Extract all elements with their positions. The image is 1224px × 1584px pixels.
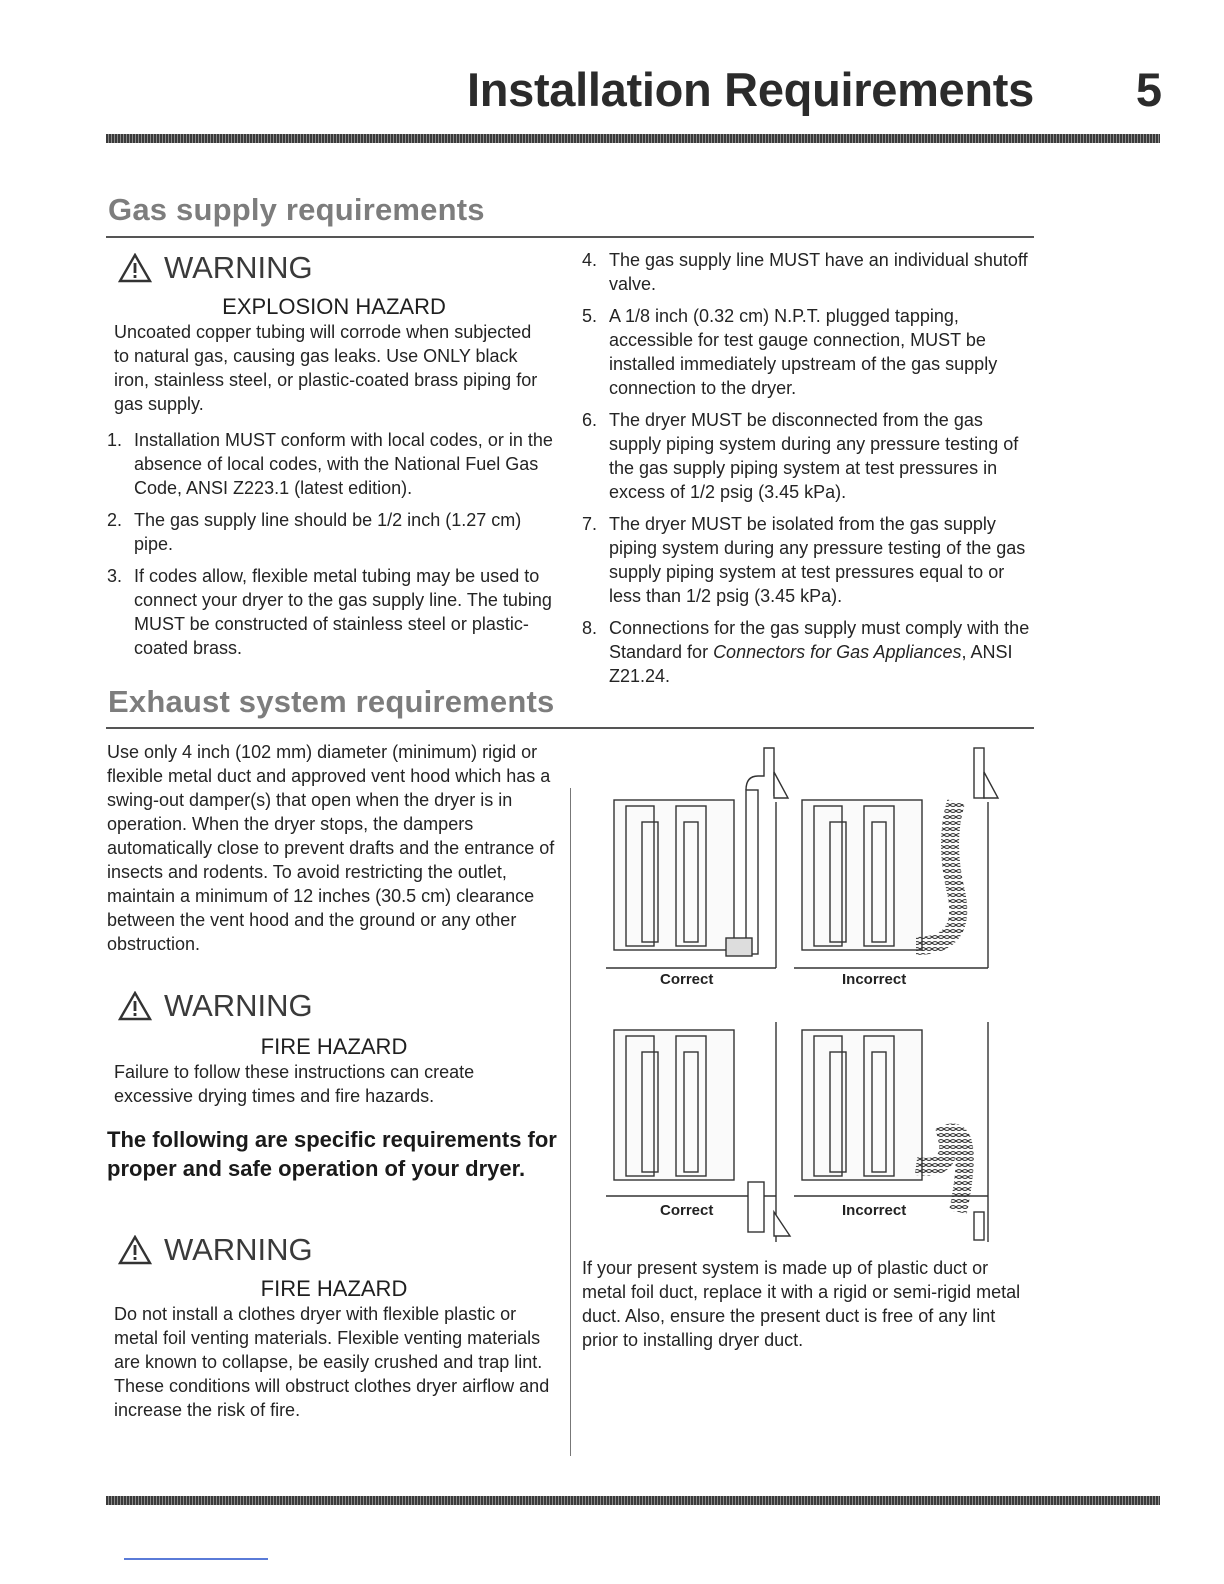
dryer-diagram-correct-top bbox=[606, 748, 788, 968]
warning-triangle-icon bbox=[118, 1235, 152, 1265]
fire-warning-label-2: WARNING bbox=[164, 1232, 313, 1267]
dryer-diagram-incorrect-top bbox=[794, 748, 998, 968]
replace-duct-note: If your present system is made up of plastic duct or metal foil duct, replace it with a rigid or semi-rigid metal duct. Also, ensure the present duct is free of any lint prior to installing dryer duct. bbox=[582, 1258, 1021, 1350]
exhaust-intro-text: Use only 4 inch (102 mm) diameter (minimum) rigid or flexible metal duct and approved vent hood which has a swing-out damper(s) that open when the dryer is in operation. When the dryer stops, the dampers automatically close to prevent drafts and the entrance of insects and rodents. To avoid restricting the outlet, maintain a minimum of 12 inches (30.5 cm) clearance between the vent hood and the ground or any other obstruction. bbox=[107, 742, 555, 954]
gas-warning-label: WARNING bbox=[164, 250, 313, 285]
page-number: 5 bbox=[1135, 63, 1162, 116]
fire-warning-title-2 bbox=[118, 1232, 313, 1268]
figure-caption-correct-1: Correct bbox=[660, 971, 714, 988]
list-item: 1. Installation MUST conform with local codes, or in the absence of local codes, with the National Fuel Gas Code, ANSI Z223.1 (latest edition). bbox=[107, 430, 553, 498]
column-divider bbox=[570, 788, 571, 1456]
exhaust-section-heading: Exhaust system requirements bbox=[108, 684, 555, 719]
figure-caption-incorrect-2: Incorrect bbox=[842, 1202, 907, 1219]
figure-caption-incorrect-1: Incorrect bbox=[842, 971, 907, 988]
explosion-hazard-heading: EXPLOSION HAZARD bbox=[222, 294, 446, 319]
gas-section-heading: Gas supply requirements bbox=[108, 192, 485, 227]
page-title: Installation Requirements bbox=[466, 63, 1034, 116]
gas-requirements-list-left bbox=[107, 428, 562, 668]
list-item: 7. The dryer MUST be isolated from the gas supply piping system during any pressure testing of the gas supply piping system at test pressures equal to or less than 1/2 psig (3.45 kPa). bbox=[582, 514, 1026, 606]
footer-rule bbox=[106, 1496, 1160, 1505]
exhaust-venting-figure bbox=[596, 742, 1036, 1262]
explosion-hazard-text: Uncoated copper tubing will corrode when subjected to natural gas, causing gas leaks. Use ONLY black iron, stainless steel, or plastic-coated brass piping for gas supply. bbox=[114, 322, 538, 414]
exhaust-section-rule bbox=[106, 727, 1034, 729]
fire-hazard-heading-1: FIRE HAZARD bbox=[260, 1034, 408, 1059]
fire-hazard-text-2: Do not install a clothes dryer with flexible plastic or metal foil venting materials. Flexible venting materials are known to collapse, be easily crushed and trap lint. These conditions will obstruct clothes dryer airflow and increase the risk of fire. bbox=[114, 1304, 550, 1420]
list-item: 4. The gas supply line MUST have an individual shutoff valve. bbox=[582, 250, 1028, 294]
fire-warning-title-1 bbox=[118, 988, 313, 1024]
list-item: 5. A 1/8 inch (0.32 cm) N.P.T. plugged tapping, accessible for test gauge connection, MUST be installed immediately upstream of the gas supply connection to the dryer. bbox=[582, 306, 998, 398]
warning-triangle-icon bbox=[118, 253, 152, 283]
fire-warning-label-1: WARNING bbox=[164, 988, 313, 1023]
safety-requirements-note: The following are specific requirements for proper and safe operation of your dryer. bbox=[107, 1127, 557, 1181]
gas-section-rule bbox=[106, 236, 1034, 238]
list-item: 3. If codes allow, flexible metal tubing may be used to connect your dryer to the gas supply line. The tubing MUST be constructed of stainless steel or plastic-coated brass. bbox=[107, 566, 552, 658]
fire-hazard-heading-2: FIRE HAZARD bbox=[260, 1276, 408, 1301]
list-item: 6. The dryer MUST be disconnected from the gas supply piping system during any pressure testing of the gas supply piping system at test pressures in excess of 1/2 psig (3.45 kPa). bbox=[582, 410, 1019, 502]
header-rule bbox=[106, 134, 1160, 143]
gas-requirements-list-right bbox=[582, 248, 1037, 696]
warning-triangle-icon bbox=[118, 991, 152, 1021]
list-item: 8. Connections for the gas supply must comply with the Standard for Connectors for Gas Appliances, ANSI Z21.24. bbox=[582, 618, 1030, 686]
footer-accent-line bbox=[124, 1558, 268, 1560]
figure-caption-correct-2: Correct bbox=[660, 1202, 714, 1219]
list-item: 2. The gas supply line should be 1/2 inch (1.27 cm) pipe. bbox=[107, 510, 522, 554]
gas-warning-title bbox=[118, 250, 313, 286]
fire-hazard-text-1: Failure to follow these instructions can create excessive drying times and fire hazards. bbox=[114, 1062, 475, 1106]
